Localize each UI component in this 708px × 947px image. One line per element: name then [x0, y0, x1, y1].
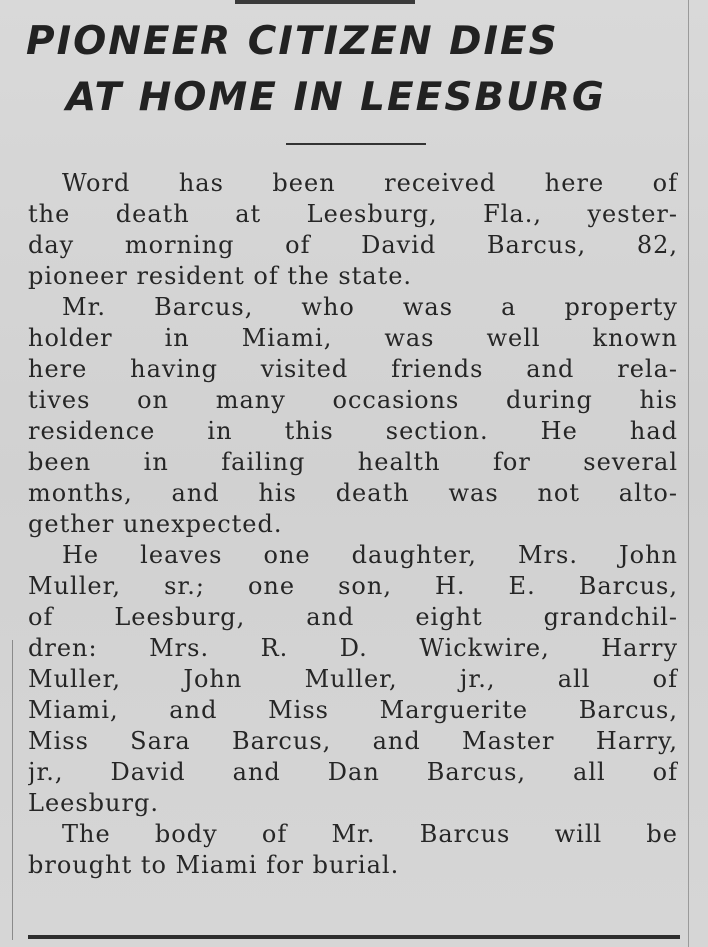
- left-column-rule: [12, 640, 13, 940]
- article-line: Mr. Barcus, who was a property: [62, 293, 678, 321]
- article-line: He leaves one daughter, Mrs. John: [62, 541, 678, 569]
- article-line: months, and his death was not alto-: [28, 479, 678, 507]
- article-line: brought to Miami for burial.: [28, 851, 400, 879]
- article-body: [28, 168, 678, 881]
- headline-line-2: AT HOME IN LEESBURG: [66, 75, 606, 120]
- bottom-rule: [28, 935, 680, 939]
- article-line: The body of Mr. Barcus will be: [62, 820, 678, 848]
- article-line: Word has been received here of: [62, 169, 678, 197]
- article-line: dren: Mrs. R. D. Wickwire, Harry: [28, 634, 678, 662]
- article-line: day morning of David Barcus, 82,: [28, 231, 678, 259]
- headline-line-1: PIONEER CITIZEN DIES: [26, 19, 559, 64]
- article-line: holder in Miami, was well known: [28, 324, 678, 352]
- article-line: been in failing health for several: [28, 448, 678, 476]
- article-line: pioneer resident of the state.: [28, 262, 413, 290]
- article-line: Muller, John Muller, jr., all of: [28, 665, 678, 693]
- article-line: of Leesburg, and eight grandchil-: [28, 603, 678, 631]
- article-line: the death at Leesburg, Fla., yester-: [28, 200, 678, 228]
- headline: [0, 14, 688, 126]
- article-line: Leesburg.: [28, 789, 159, 817]
- headline-dash-rule: [286, 143, 426, 145]
- article-line: Miami, and Miss Marguerite Barcus,: [28, 696, 678, 724]
- article-line: tives on many occasions during his: [28, 386, 678, 414]
- article-line: jr., David and Dan Barcus, all of: [28, 758, 678, 786]
- article-line: Miss Sara Barcus, and Master Harry,: [28, 727, 678, 755]
- right-column-rule: [688, 0, 689, 947]
- article-line: residence in this section. He had: [28, 417, 678, 445]
- article-line: here having visited friends and rela-: [28, 355, 678, 383]
- article-line: gether unexpected.: [28, 510, 283, 538]
- article-line: Muller, sr.; one son, H. E. Barcus,: [28, 572, 678, 600]
- top-rule: [235, 0, 415, 4]
